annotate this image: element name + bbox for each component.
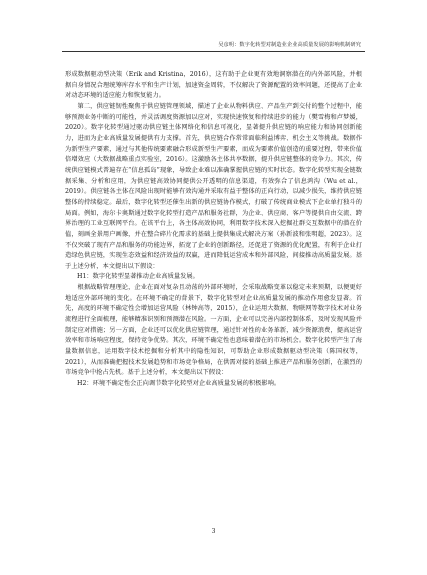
body-text xyxy=(65,70,362,390)
page-number: 3 xyxy=(211,528,216,535)
paragraph-continued: 形成数据驱动型决策（Erik and Kristina，2016），这有助于企业更有效地洞察潜在的内外部风险，并根据自身情况合理统筹库存水平和生产计划，加速资金周转，不仅解决了资源配置的效率问题，还提高了企业对动态环境的适应能力和恢复能力。 xyxy=(65,71,362,100)
header-divider xyxy=(62,51,365,52)
running-header: 吴彦明：数字化转型对制造业企业高质量发展的影响机制研究 xyxy=(218,42,361,48)
paragraph-supply-chain-resilience: 第二，供应链韧性聚焦于供应链管理领域，描述了企业从物料供应、产品生产到交付的整个过程中，能够预测业务中断的可能性，并灵活调度资源加以应对，实现快速恢复和持续进步的能力（樊雪梅和卢梦媛，2020）。数字化转型通过驱动供应链主体网络化和信息可视化，显著提升供应链的响应能力和协同创新能力，进而为企业高质量发展提供有力支撑。首先，供应链合作常常面临利益博弈、机会主义等挑战。数据作为新型生产要素，通过与其他传统要素融合形成新型生产要素，而成为要素价值创造的重要过程，带来价值倍增效应（大数据战略重点实验室，2016）。这激励各主体共享数据，提升供应链整体的竞争力。其次，传统供应链模式普遍存在“信息孤岛”现象，导致企业难以准确掌握供应链的实时状态。数字化转型实现全链数据采集、分析和应用，为供应链高效协同提供公开透明的信息渠道，有效弥合了信息鸿沟（Wu et al.，2019）。供应链各主体在风险出现时能够有效沟通并采取有益于整体的正向行动，以减少损失，维持供应链整体的持续稳定。最后，数字化转型还催生出新的供应链协作模式，打破了传统商业模式下企业单打独斗的局面。例如，海尔卡奥斯通过数字化转型打造产品和服务社群，为企业、供应商、客户等提供自由交流、跨界治理的工业互联网平台。在该平台上，各主体高效协同，利用数字技术深入挖掘社群交互数据中的潜在价值，刻画全景用户画像，并在整合碎片化需求的基础上提供集成式解决方案（孙新波和张明超，2023）。这不仅突破了现有产品和服务的功能边界，拓宽了企业的创新路径，还促进了资源的优化配置，有利于企业打造绿色供应链，实现生态效益和经济效益的双赢，进而降低运营成本和外部风险，间接推动高质量发展。基于上述分析，本文提出以下假设： xyxy=(65,102,362,270)
hypothesis-h2: H2：环境不确定性会正向调节数字化转型对企业高质量发展的积极影响。 xyxy=(77,380,281,388)
hypothesis-h1: H1：数字化转型显著推动企业高质量发展。 xyxy=(77,273,199,281)
paragraph-environmental-uncertainty: 根据战略管理理论，企业在面对复杂且动荡的外部环境时，会采取战略变革以稳定未来预期，以便更好地适应外部环境的变化。在环境不确定的背景下，数字化转型对企业高质量发展的推动作用愈发显著。首先，高度的环境不确定性会增加运营风险（林钟高等，2015），企业运用大数据、物联网等数字技术对业务流程进行全面梳理，能够精准识别和预测潜在风险。一方面，企业可以完善内部控制体系，及时发现风险并制定应对措施；另一方面，企业还可以优化供应链管理，通过针对性的业务革新，减少资源浪费，提高运营效率和市场响应程度，保持竞争优势。其次，环境不确定性也意味着潜在的市场机会。数字化转型产生了海量数据信息，运用数字技术挖掘和分析其中的隐性知识，可帮助企业形成数据驱动型决策（陈国权等，2021），从而准确把握技术发展趋势和市场竞争格局，在供需对接的基础上推进产品和服务创新，在激烈的市场竞争中抢占先机。基于上述分析，本文提出以下假设： xyxy=(65,284,362,377)
